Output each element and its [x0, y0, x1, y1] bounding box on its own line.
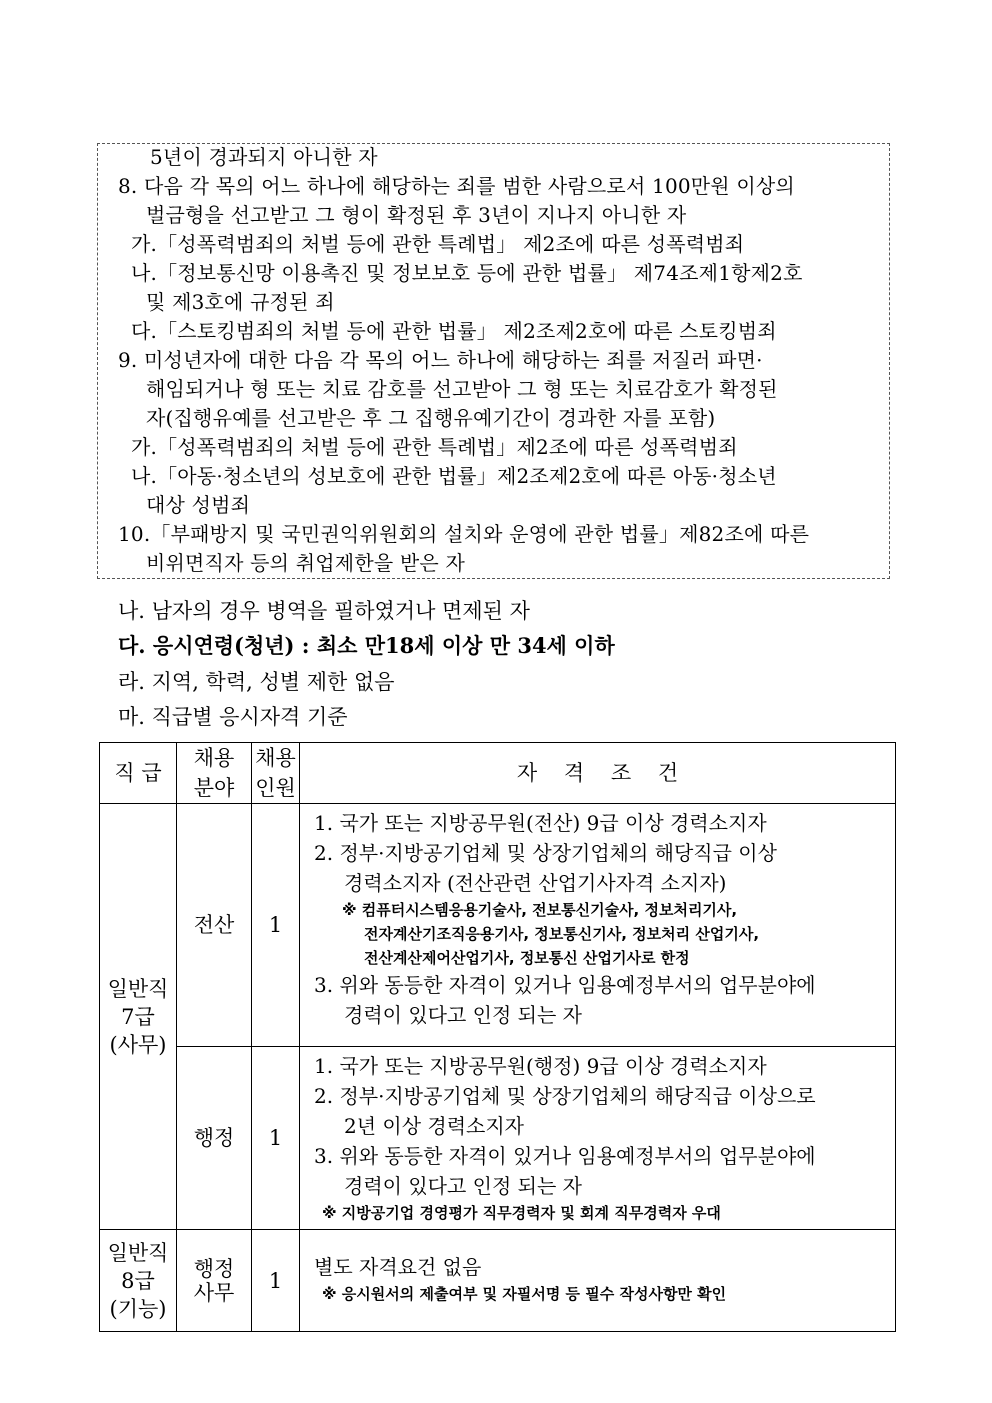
header-criteria: 자 격 조 건	[300, 743, 896, 804]
header-count: 채용 인원	[252, 743, 300, 804]
table-row	[100, 804, 896, 1047]
grade-7-cell: 일반직 7급 (사무)	[100, 804, 177, 1230]
box-line: 대상 성범죄	[146, 493, 251, 517]
item-military: 나. 남자의 경우 병역을 필하였거나 면제된 자	[118, 599, 530, 623]
count-tech: 1	[252, 1230, 300, 1332]
header-grade: 직 급	[100, 743, 177, 804]
box-line: 및 제3호에 규정된 죄	[146, 290, 335, 314]
box-line: 5년이 경과되지 아니한 자	[150, 145, 378, 169]
field-tech: 행정 사무	[177, 1230, 252, 1332]
header-field: 채용 분야	[177, 743, 252, 804]
table-header-row	[100, 743, 896, 804]
box-line: 나.「정보통신망 이용촉진 및 정보보호 등에 관한 법률」 제74조제1항제2호	[131, 261, 803, 285]
box-line: 벌금형을 선고받고 그 형이 확정된 후 3년이 지나지 아니한 자	[146, 203, 687, 227]
box-line: 자(집행유예를 선고받은 후 그 집행유예기간이 경과한 자를 포함)	[146, 406, 716, 430]
item-grade-criteria: 마. 직급별 응시자격 기준	[118, 705, 348, 729]
box-line: 나.「아동·청소년의 성보호에 관한 법률」제2조제2호에 따른 아동·청소년	[131, 464, 777, 488]
count-admin: 1	[252, 1047, 300, 1230]
count-it: 1	[252, 804, 300, 1047]
criteria-tech: 별도 자격요건 없음 ※ 응시원서의 제출여부 및 자필서명 등 필수 작성사항만 확인	[300, 1230, 896, 1332]
criteria-it: 1. 국가 또는 지방공무원(전산) 9급 이상 경력소지자 2. 정부·지방공기업체 및 상장기업체의 해당직급 이상 경력소지자 (전산관련 산업기사자격 소지자) ※ 컴퓨터시스템응용기술사, 전보통신기술사, 정보처리기사, 전자계산기조직응용기사, 정보통신기사, 정보처리 산업기사, 전산계산제어산업기사, 정보통신 산업기사로 한정 3. 위와 동등한 자격이 있거나 임용예정부서의 업무분야에 경력이 있다고 인정 되는 자	[300, 804, 896, 1047]
box-line: 8. 다음 각 목의 어느 하나에 해당하는 죄를 범한 사람으로서 100만원 이상의	[118, 174, 795, 198]
box-line: 10.「부패방지 및 국민권익위원회의 설치와 운영에 관한 법률」제82조에 따른	[118, 522, 810, 546]
box-line: 해임되거나 형 또는 치료 감호를 선고받아 그 형 또는 치료감호가 확정된	[146, 377, 778, 401]
box-line: 가.「성폭력범죄의 처벌 등에 관한 특례법」제2조에 따른 성폭력범죄	[131, 435, 738, 459]
box-line: 가.「성폭력범죄의 처벌 등에 관한 특례법」 제2조에 따른 성폭력범죄	[131, 232, 745, 256]
table-row	[100, 1047, 896, 1230]
qualification-table	[99, 742, 896, 1332]
field-it: 전산	[177, 804, 252, 1047]
field-admin: 행정	[177, 1047, 252, 1230]
item-no-restriction: 라. 지역, 학력, 성별 제한 없음	[118, 670, 395, 694]
grade-8-cell: 일반직 8급 (기능)	[100, 1230, 177, 1332]
box-line: 9. 미성년자에 대한 다음 각 목의 어느 하나에 해당하는 죄를 저질러 파면·	[118, 348, 763, 372]
box-line: 다.「스토킹범죄의 처벌 등에 관한 법률」 제2조제2호에 따른 스토킹범죄	[131, 319, 777, 343]
criteria-admin: 1. 국가 또는 지방공무원(행정) 9급 이상 경력소지자 2. 정부·지방공기업체 및 상장기업체의 해당직급 이상으로 2년 이상 경력소지자 3. 위와 동등한 자격이 있거나 임용예정부서의 업무분야에 경력이 있다고 인정 되는 자 ※ 지방공기업 경영평가 직무경력자 및 회계 직무경력자 우대	[300, 1047, 896, 1230]
box-line: 비위면직자 등의 취업제한을 받은 자	[146, 551, 466, 575]
item-age: 다. 응시연령(청년) : 최소 만18세 이상 만 34세 이하	[118, 633, 615, 658]
table-row	[100, 1230, 896, 1332]
